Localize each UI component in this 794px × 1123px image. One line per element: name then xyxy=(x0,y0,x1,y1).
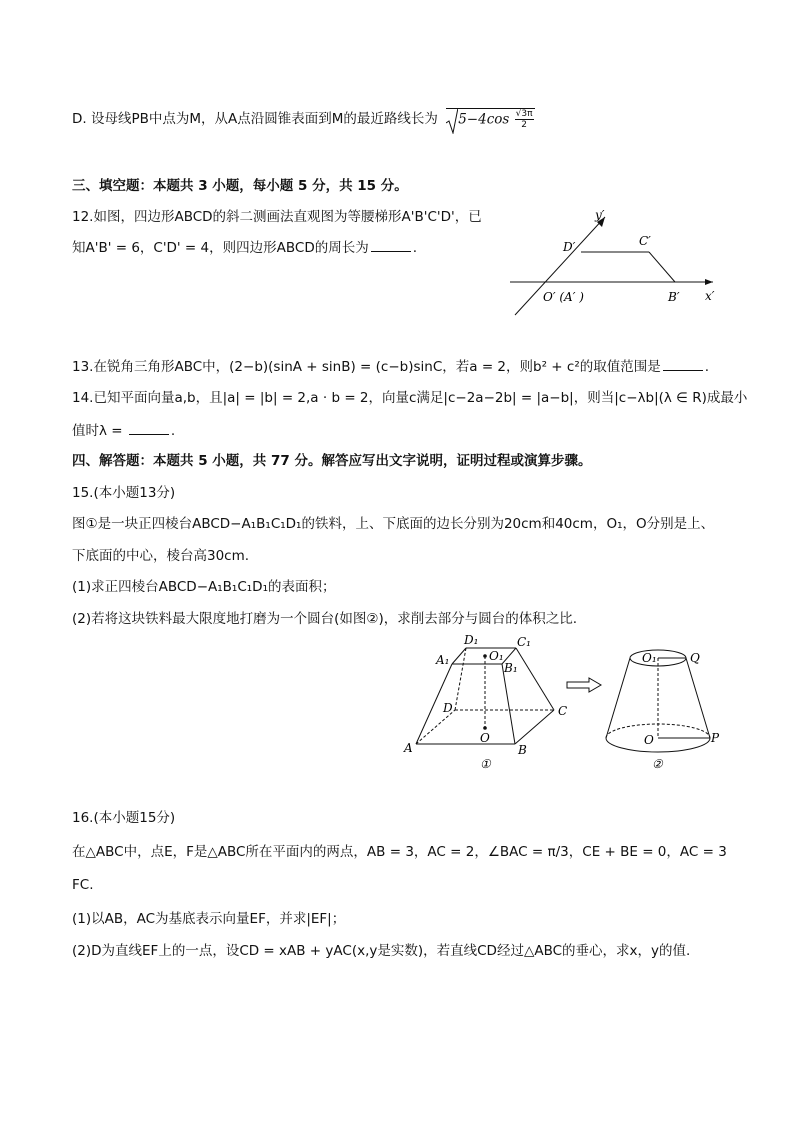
figure-1-caption: ① xyxy=(480,757,491,771)
x-label: x′ xyxy=(705,289,715,303)
label-C1: C₁ xyxy=(517,635,531,649)
y-label: y′ xyxy=(595,208,605,222)
q15-part1: (1)求正四棱台ABCD−A₁B₁C₁D₁的表面积； xyxy=(72,579,336,595)
section-3-heading: 三、填空题：本题共 3 小题，每小题 5 分，共 15 分。 xyxy=(72,178,408,194)
q14-line1: 14.已知平面向量a,b，且|a| = |b| = 2,a · b = 2，向量c满足|c−2a−2b| = |a−b|，则当|c−λb|(λ ∈ R)成最小 xyxy=(72,390,748,406)
label-B: B xyxy=(518,743,527,757)
label-O: O xyxy=(480,731,490,745)
d-label: D′ xyxy=(563,240,576,254)
sqrt-sign xyxy=(446,108,458,134)
answer-blank xyxy=(663,358,703,371)
q12-line2: 知A'B' = 6，C'D' = 4，则四边形ABCD的周长为 . xyxy=(72,240,418,256)
q15-title: 15.(本小题13分) xyxy=(72,485,176,501)
q15-part2: (2)若将这块铁料最大限度地打磨为一个圆台(如图②)，求削去部分与圆台的体积之比. xyxy=(72,611,578,627)
label-O1: O₁ xyxy=(642,651,657,665)
q16-title: 16.(本小题15分) xyxy=(72,810,176,826)
label-Q: Q xyxy=(690,651,700,665)
figure-2-caption: ② xyxy=(652,757,663,771)
q15-frustum-figure xyxy=(400,632,580,772)
sqrt-expression: 5−4cos $\frac{√3\pi}{2}$ xyxy=(446,108,534,130)
c-label: C′ xyxy=(639,234,651,248)
q12-trapezoid-figure xyxy=(505,205,725,320)
option-d: D. 设母线PB中点为M，从A点沿圆锥表面到M的最近路线长为 5−4cos $\frac{√3\pi}{2}$ xyxy=(72,108,535,130)
q12-line1: 12.如图，四边形ABCD的斜二测画法直观图为等腰梯形A'B'C'D'，已 xyxy=(72,209,482,225)
q14-line2: 值时λ = . xyxy=(72,423,176,439)
trapezoid-right xyxy=(649,252,675,282)
label-D: D xyxy=(443,701,453,715)
label-O: O xyxy=(644,733,654,747)
q16-line2: FC. xyxy=(72,877,94,893)
frac-sqrt3pi-2: $\frac{√3\pi}{2}$ xyxy=(515,109,533,130)
label-P: P xyxy=(711,731,720,745)
q16-part1: (1)以AB，AC为基底表示向量EF，并求|EF|； xyxy=(72,911,346,927)
label-D1: D₁ xyxy=(464,633,479,647)
label-O1: O₁ xyxy=(489,649,504,663)
q15-line2: 下底面的中心，棱台高30cm. xyxy=(72,548,250,564)
q15-cone-frustum-figure xyxy=(598,642,728,772)
q16-part2: (2)D为直线EF上的一点，设CD = xAB + yAC(x,y是实数)，若直线CD经过△ABC的垂心，求x，y的值. xyxy=(72,943,691,959)
label-C: C xyxy=(558,704,568,718)
o-label: O′ (A′ ) xyxy=(543,290,584,304)
b-label: B′ xyxy=(668,290,680,304)
answer-blank xyxy=(371,239,411,252)
q15-line1: 图①是一块正四棱台ABCD−A₁B₁C₁D₁的铁料，上、下底面的边长分别为20cm和40cm，O₁，O分别是上、 xyxy=(72,516,715,532)
label-A: A xyxy=(404,741,413,755)
section-4-heading: 四、解答题：本题共 5 小题，共 77 分。解答应写出文字说明，证明过程或演算步骤。 xyxy=(72,453,592,469)
label-A1: A₁ xyxy=(436,653,450,667)
q13: 13.在锐角三角形ABC中，(2−b)(sinA + sinB) = (c−b)sinC，若a = 2，则b² + c²的取值范围是 . xyxy=(72,359,710,375)
answer-blank xyxy=(129,422,169,435)
x-axis-arrow xyxy=(705,279,713,285)
q16-line1: 在△ABC中，点E，F是△ABC所在平面内的两点，AB = 3，AC = 2，∠BAC = π/3，CE + BE = 0，AC = 3 xyxy=(72,844,727,860)
label-B1: B₁ xyxy=(504,661,518,675)
